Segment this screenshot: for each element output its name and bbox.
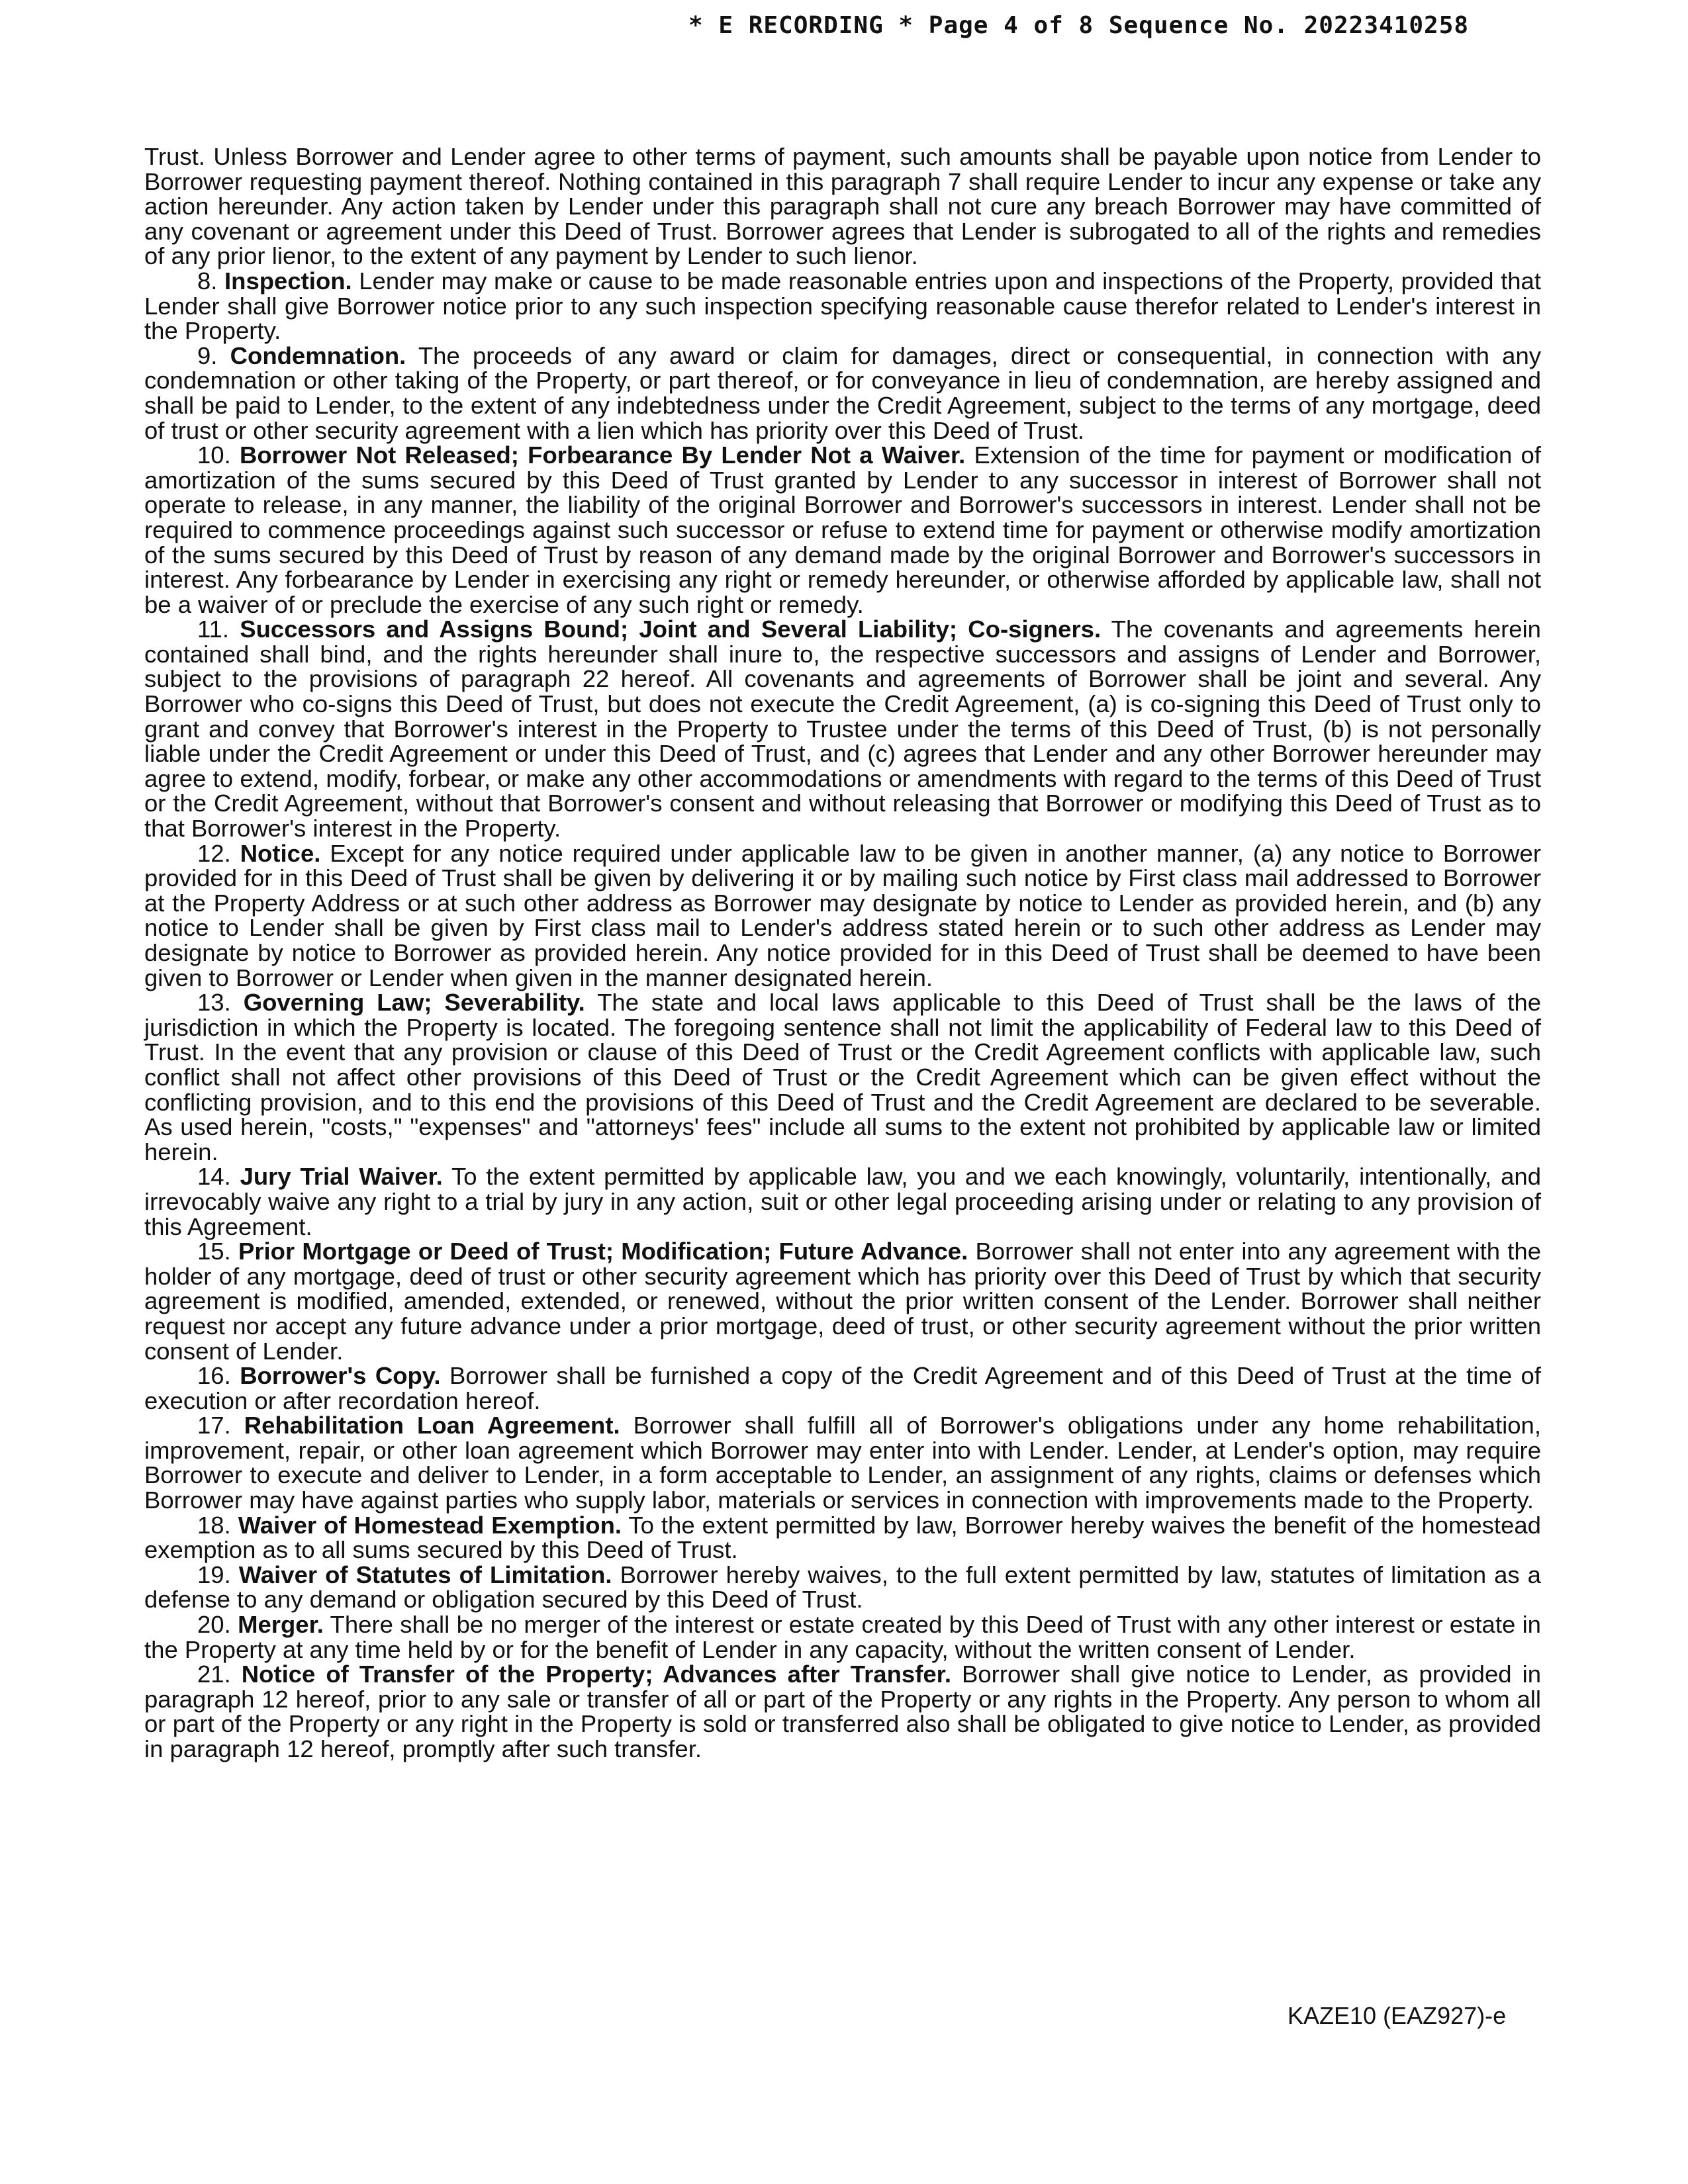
- section-number: 21.: [197, 1661, 231, 1688]
- section-body: Borrower shall fulfill all of Borrower's obligations under any home rehabilitation, improvement, repair, or other loan agreement which Borrower may enter into with Lender. Lender, at Lender's option, may require Borrower to execute and deliver to Lender, in a form acceptable to Lender, an assignment of any rights, claims or defenses which Borrower may have against parties who supply labor, materials or services in connection with improvements made to the Property.: [144, 1412, 1541, 1514]
- section-15: [144, 1239, 1541, 1363]
- section-number: 11.: [197, 615, 230, 643]
- form-code: KAZE10 (EAZ927)-e: [1288, 2002, 1507, 2029]
- section-title: Governing Law; Severability.: [243, 989, 585, 1017]
- section-body: The proceeds of any award or claim for damages, direct or consequential, in connection with any condemnation or other taking of the Property, or part thereof, or for conveyance in lieu of condemnation, are hereby assigned and shall be paid to Lender, to the extent of any indebtedness under the Credit Agreement, subject to the terms of any mortgage, deed of trust or other security agreement with a lien which has priority over this Deed of Trust.: [144, 341, 1541, 444]
- section-body: There shall be no merger of the interest or estate created by this Deed of Trust with any other interest or estate in the Property at any time held by or for the benefit of Lender in any capacity, without the written consent of Lender.: [144, 1611, 1541, 1663]
- section-20: [144, 1612, 1541, 1662]
- section-number: 18.: [197, 1511, 231, 1539]
- section-number: 20.: [197, 1611, 231, 1639]
- section-title: Borrower's Copy.: [240, 1362, 441, 1390]
- section-title: Borrower Not Released; Forbearance By Lender Not a Waiver.: [239, 441, 966, 469]
- section-number: 10.: [197, 441, 231, 469]
- section-title: Waiver of Homestead Exemption.: [238, 1511, 622, 1539]
- section-18: [144, 1513, 1541, 1563]
- section-12: [144, 841, 1541, 991]
- section-body: Borrower hereby waives, to the full extent permitted by law, statutes of limitation as a defense to any demand or obligation secured by this Deed of Trust.: [144, 1561, 1541, 1614]
- section-body: The state and local laws applicable to this Deed of Trust shall be the laws of the jurisdiction in which the Property is located. The foregoing sentence shall not limit the applicability of Federal law to this Deed of Trust. In the event that any provision or clause of this Deed of Trust or the Credit Agreement conflicts with applicable law, such conflict shall not affect other provisions of this Deed of Trust or the Credit Agreement which can be given effect without the conflicting provision, and to this end the provisions of this Deed of Trust and the Credit Agreement are declared to be severable. As used herein, "costs," "expenses" and "attorneys' fees" include all sums to the extent not prohibited by applicable law or limited herein.: [144, 989, 1542, 1165]
- section-8: [144, 269, 1541, 343]
- section-number: 17.: [197, 1412, 231, 1439]
- document-body: [144, 144, 1541, 1762]
- section-number: 12.: [197, 839, 231, 867]
- recording-header: * E RECORDING * Page 4 of 8 Sequence No. 20223410258: [688, 12, 1470, 39]
- section-title: Merger.: [238, 1611, 324, 1639]
- section-body: Borrower shall give notice to Lender, as provided in paragraph 12 hereof, prior to any sale or transfer of all or part of the Property or any rights in the Property. Any person to whom all or part of the Property or any right in the Property is sold or transferred also shall be obligated to give notice to Lender, as provided in paragraph 12 hereof, promptly after such transfer.: [144, 1661, 1541, 1762]
- section-title: Waiver of Statutes of Limitation.: [238, 1561, 612, 1588]
- section-number: 13.: [197, 989, 231, 1017]
- section-body: Lender may make or cause to be made reasonable entries upon and inspections of the Property, provided that Lender shall give Borrower notice prior to any such inspection specifying reasonable cause therefor related to Lender's interest in the Property.: [144, 267, 1541, 345]
- section-number: 8.: [197, 267, 218, 295]
- section-17: [144, 1413, 1541, 1512]
- section-19: [144, 1563, 1541, 1612]
- section-body: Extension of the time for payment or modification of amortization of the sums secured by this Deed of Trust granted by Lender to any successor in interest of Borrower shall not operate to release, in any manner, the liability of the original Borrower and Borrower's successors in interest. Lender shall not be required to commence proceedings against such successor or refuse to extend time for payment or otherwise modify amortization of the sums secured by this Deed of Trust by reason of any demand made by the original Borrower and Borrower's successors in interest. Any forbearance by Lender in exercising any right or remedy hereunder, or otherwise afforded by applicable law, shall not be a waiver of or preclude the exercise of any such right or remedy.: [144, 441, 1541, 618]
- section-16: [144, 1363, 1541, 1413]
- section-number: 9.: [197, 341, 218, 369]
- section-title: Notice of Transfer of the Property; Advances after Transfer.: [241, 1661, 951, 1688]
- section-body: Except for any notice required under applicable law to be given in another manner, (a) any notice to Borrower provided for in this Deed of Trust shall be given by delivering it or by mailing such notice by First class mail addressed to Borrower at the Property Address or at such other address as Borrower may designate by notice to Lender as provided herein, and (b) any notice to Lender shall be given by First class mail to Lender's address stated herein or to such other address as Lender may designate by notice to Borrower as provided herein. Any notice provided for in this Deed of Trust shall be deemed to have been given to Borrower or Lender when given in the manner designated herein.: [144, 839, 1541, 991]
- section-number: 14.: [197, 1163, 231, 1191]
- section-body: The covenants and agreements herein contained shall bind, and the rights hereunder shall inure to, the respective successors and assigns of Lender and Borrower, subject to the provisions of paragraph 22 hereof. All covenants and agreements of Borrower shall be joint and several. Any Borrower who co-signs this Deed of Trust, but does not execute the Credit Agreement, (a) is co-signing this Deed of Trust only to grant and convey that Borrower's interest in the Property to Trustee under the terms of this Deed of Trust, (b) is not personally liable under the Credit Agreement or under this Deed of Trust, and (c) agrees that Lender and any other Borrower hereunder may agree to extend, modify, forbear, or make any other accommodations or amendments with regard to the terms of this Deed of Trust or the Credit Agreement, without that Borrower's consent and without releasing that Borrower or modifying this Deed of Trust as to that Borrower's interest in the Property.: [144, 615, 1541, 842]
- section-11: [144, 617, 1541, 841]
- section-title: Prior Mortgage or Deed of Trust; Modification; Future Advance.: [238, 1238, 968, 1265]
- section-9: [144, 343, 1541, 443]
- section-21: [144, 1662, 1541, 1761]
- section-body: To the extent permitted by applicable law, you and we each knowingly, voluntarily, intentionally, and irrevocably waive any right to a trial by jury in any action, suit or other legal proceeding arising under or relating to any provision of this Agreement.: [144, 1163, 1542, 1240]
- section-13: [144, 990, 1541, 1164]
- continuation-paragraph: Trust. Unless Borrower and Lender agree to other terms of payment, such amounts shall be payable upon notice from Lender to Borrower requesting payment thereof. Nothing contained in this paragraph 7 shall require Lender to incur any expense or take any action hereunder. Any action taken by Lender under this paragraph shall not cure any breach Borrower may have committed of any covenant or agreement under this Deed of Trust. Borrower agrees that Lender is subrogated to all of the rights and remedies of any prior lienor, to the extent of any payment by Lender to such lienor.: [144, 143, 1541, 270]
- section-body: Borrower shall be furnished a copy of the Credit Agreement and of this Deed of Trust at the time of execution or after recordation hereof.: [144, 1362, 1541, 1414]
- section-10: [144, 443, 1541, 617]
- section-body: Borrower shall not enter into any agreement with the holder of any mortgage, deed of trust or other security agreement which has priority over this Deed of Trust by which that security agreement is modified, amended, extended, or renewed, without the prior written consent of the Lender. Borrower shall neither request nor accept any future advance under a prior mortgage, deed of trust, or other security agreement without the prior written consent of Lender.: [144, 1238, 1541, 1365]
- section-title: Jury Trial Waiver.: [240, 1163, 443, 1191]
- section-title: Rehabilitation Loan Agreement.: [244, 1412, 620, 1439]
- section-number: 16.: [197, 1362, 231, 1390]
- section-title: Inspection.: [224, 267, 352, 295]
- section-number: 19.: [197, 1561, 231, 1588]
- section-14: [144, 1164, 1541, 1239]
- section-title: Notice.: [240, 839, 321, 867]
- section-title: Condemnation.: [230, 341, 406, 369]
- section-body: To the extent permitted by law, Borrower hereby waives the benefit of the homestead exemption as to all sums secured by this Deed of Trust.: [144, 1511, 1541, 1564]
- section-title: Successors and Assigns Bound; Joint and Several Liability; Co-signers.: [240, 615, 1102, 643]
- section-number: 15.: [197, 1238, 231, 1265]
